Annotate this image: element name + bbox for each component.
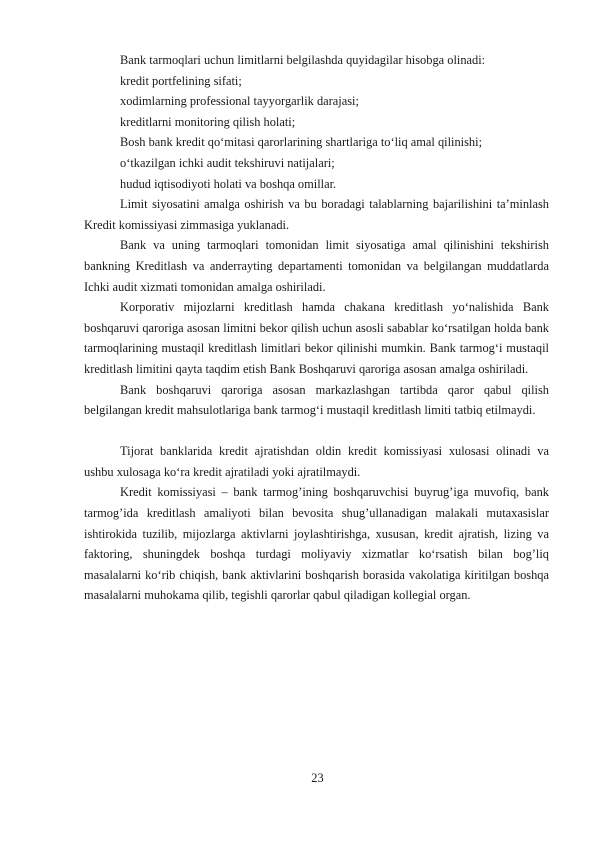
paragraph: Bank boshqaruvi qaroriga asosan markazlashgan tartibda qaror qabul qilish belgilangan kredit mahsulotlariga bank tarmog‘i mustaqil kreditlash limiti tatbiq etilmaydi. <box>84 382 549 418</box>
list-item: o‘tkazilgan ichki audit tekshiruvi natijalari; <box>120 155 335 170</box>
page-number: 23 <box>311 771 324 785</box>
list-item: kreditlarni monitoring qilish holati; <box>120 114 296 129</box>
paragraph: Bank va uning tarmoqlari tomonidan limit siyosatiga amal qilinishini tekshirish bankning Kreditlash va anderrayting departamenti tomonidan va belgilangan muddatlarda Ichki audit xizmati tomonidan amalga oshiriladi. <box>84 238 549 294</box>
list-intro: Bank tarmoqlari uchun limitlarni belgilashda quyidagilar hisobga olinadi: <box>120 53 486 67</box>
paragraph: Korporativ mijozlarni kreditlash hamda chakana kreditlash yo‘nalishida Bank boshqaruvi qaroriga asosan limitni bekor qilish uchun asosli sabablar ko‘rsatilgan holda bank tarmoqlarining mustaqil kreditlash limitlari bekor qilinishi mumkin. Bank tarmog‘i mustaqil kreditlash limitini qayta taqdim etish Bank Boshqaruvi qaroriga asosan amalga oshiriladi. <box>84 300 549 376</box>
paragraph-gap <box>84 421 549 442</box>
list-item: Bosh bank kredit qo‘mitasi qarorlarining shartlariga to‘liq amal qilinishi; <box>120 135 483 150</box>
paragraph: Limit siyosatini amalga oshirish va bu boradagi talablarning bajarilishini ta’minlash Kredit komissiyasi zimmasiga yuklanadi. <box>84 197 549 232</box>
document-page <box>84 50 549 606</box>
paragraph: Tijorat banklarida kredit ajratishdan oldin kredit komissiyasi xulosasi olinadi va ushbu xulosaga ko‘ra kredit ajratiladi yoki ajratilmaydi. <box>84 444 549 479</box>
paragraph: Kredit komissiyasi – bank tarmog’ining boshqaruvchisi buyrug’iga muvofiq, bank tarmog’ida kreditlash amaliyoti bilan bevosita shug’ullanadigan malakali mutaxasislar ishtirokida tuzilib, mijozlarga aktivlarni joylashtirishga, xususan, kredit ajratish, lizing va faktoring, shuningdek boshqa turdagi moliyaviy xizmatlar ko‘rsatish bilan bog’liq masalalarni ko‘rib chiqish, bank aktivlarini boshqarish borasida vakolatiga kiritilgan boshqa masalalarni muhokama qilib, tegishli qarorlar qabul qiladigan kollegial organ. <box>84 485 549 603</box>
list-item: xodimlarning professional tayyorgarlik darajasi; <box>120 94 359 109</box>
list-item: kredit portfelining sifati; <box>120 73 242 88</box>
list-item: hudud iqtisodiyoti holati va boshqa omillar. <box>120 176 337 191</box>
